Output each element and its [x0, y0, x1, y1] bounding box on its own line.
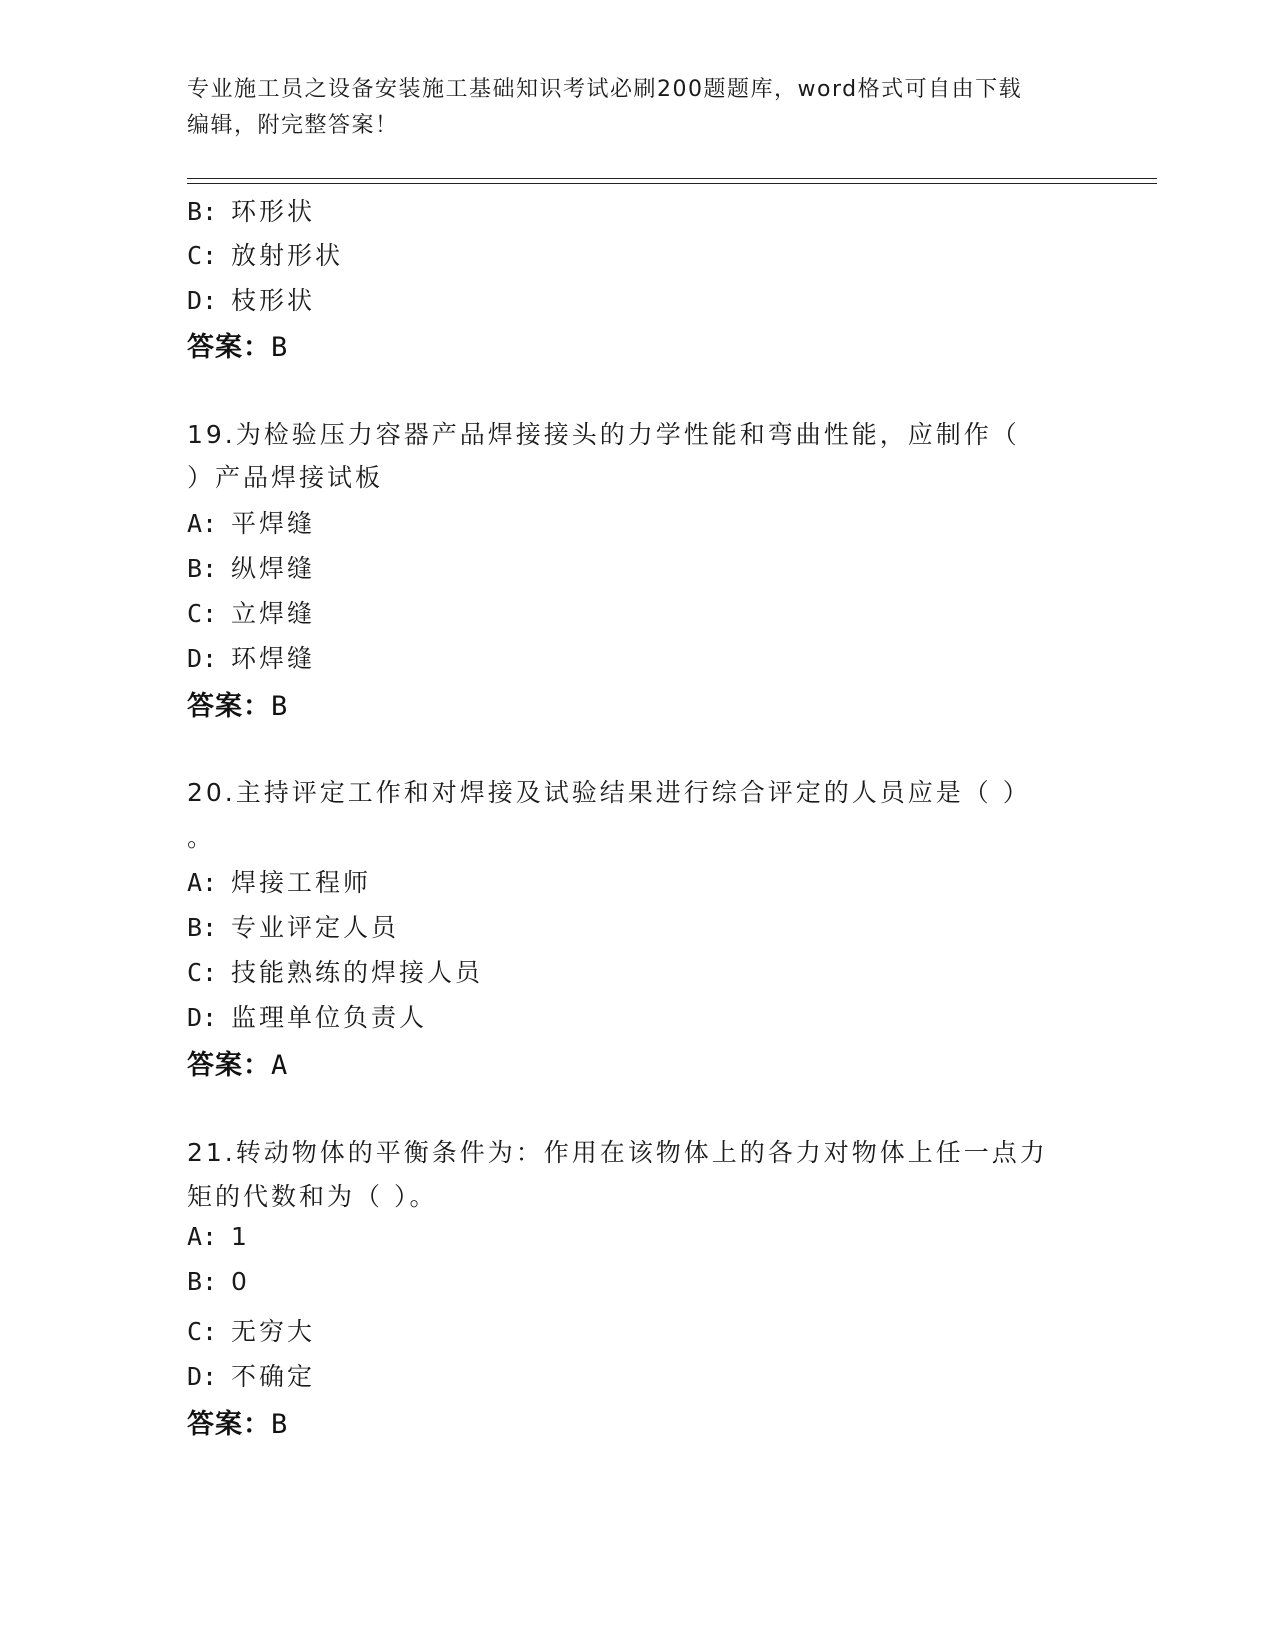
answer-value: B	[271, 332, 289, 363]
header-divider-top	[187, 178, 1157, 179]
header-divider-bottom	[187, 183, 1157, 184]
answer-value: B	[271, 1409, 289, 1440]
header-title-line-2: 编辑，附完整答案！	[187, 113, 399, 138]
option-text: 枝形状	[231, 286, 316, 315]
option-key: D:	[187, 286, 218, 315]
q20-option-a	[187, 863, 371, 899]
answer-label: 答案：	[187, 332, 271, 363]
answer-label: 答案：	[187, 1050, 271, 1081]
q20-answer	[187, 1043, 288, 1082]
q21-option-a	[187, 1222, 250, 1251]
answer-label: 答案：	[187, 691, 271, 722]
q20-stem-line-1: 20.主持评定工作和对焊接及试验结果进行综合评定的人员应是（ ）	[187, 778, 1031, 807]
option-key: C:	[187, 241, 218, 270]
option-text: 1	[231, 1222, 250, 1251]
option-text: 0	[231, 1267, 250, 1296]
option-key: A:	[187, 868, 218, 897]
q18-option-d	[187, 281, 315, 317]
q19-option-d	[187, 639, 315, 675]
q21-option-c	[187, 1312, 315, 1348]
option-text: 平焊缝	[231, 509, 316, 538]
option-key: D:	[187, 1003, 218, 1032]
option-text: 纵焊缝	[231, 554, 316, 583]
option-key: A:	[187, 509, 218, 538]
answer-label: 答案：	[187, 1409, 271, 1440]
option-key: A:	[187, 1222, 218, 1251]
option-key: C:	[187, 958, 218, 987]
option-text: 监理单位负责人	[231, 1003, 428, 1032]
option-key: C:	[187, 599, 218, 628]
option-key: B:	[187, 197, 218, 226]
q20-option-c	[187, 953, 483, 989]
q19-stem-line-2: ）产品焊接试板	[187, 463, 384, 492]
option-text: 不确定	[231, 1362, 316, 1391]
option-text: 放射形状	[231, 241, 344, 270]
q19-answer	[187, 684, 288, 723]
q21-option-d	[187, 1357, 315, 1393]
option-text: 环焊缝	[231, 644, 316, 673]
header-title-line-1: 专业施工员之设备安装施工基础知识考试必刷200题题库，word格式可自由下载	[187, 77, 1023, 102]
option-text: 环形状	[231, 197, 316, 226]
option-key: C:	[187, 1317, 218, 1346]
q19-option-c	[187, 594, 315, 630]
q19-option-b	[187, 549, 315, 585]
option-key: B:	[187, 554, 218, 583]
option-key: B:	[187, 913, 218, 942]
option-key: B:	[187, 1267, 218, 1296]
q21-option-b	[187, 1267, 250, 1296]
option-key: D:	[187, 1362, 218, 1391]
option-text: 立焊缝	[231, 599, 316, 628]
option-text: 技能熟练的焊接人员	[231, 958, 484, 987]
q18-option-c	[187, 236, 343, 272]
q20-option-d	[187, 998, 427, 1034]
answer-value: B	[271, 691, 289, 722]
q20-stem-line-2: 。	[187, 823, 216, 852]
q21-stem-line-2: 矩的代数和为（ ）。	[187, 1182, 438, 1211]
document-header	[187, 72, 1067, 144]
q19-stem-line-1: 19.为检验压力容器产品焊接接头的力学性能和弯曲性能，应制作（	[187, 420, 1020, 449]
option-text: 无穷大	[231, 1317, 316, 1346]
q21-stem-line-1: 21.转动物体的平衡条件为：作用在该物体上的各力对物体上任一点力	[187, 1138, 1048, 1167]
q18-option-b	[187, 192, 315, 228]
q21-answer	[187, 1402, 288, 1441]
option-text: 焊接工程师	[231, 868, 372, 897]
q19-option-a	[187, 504, 315, 540]
q20-option-b	[187, 908, 399, 944]
option-text: 专业评定人员	[231, 913, 400, 942]
q18-answer	[187, 325, 288, 364]
option-key: D:	[187, 644, 218, 673]
answer-value: A	[271, 1050, 289, 1081]
